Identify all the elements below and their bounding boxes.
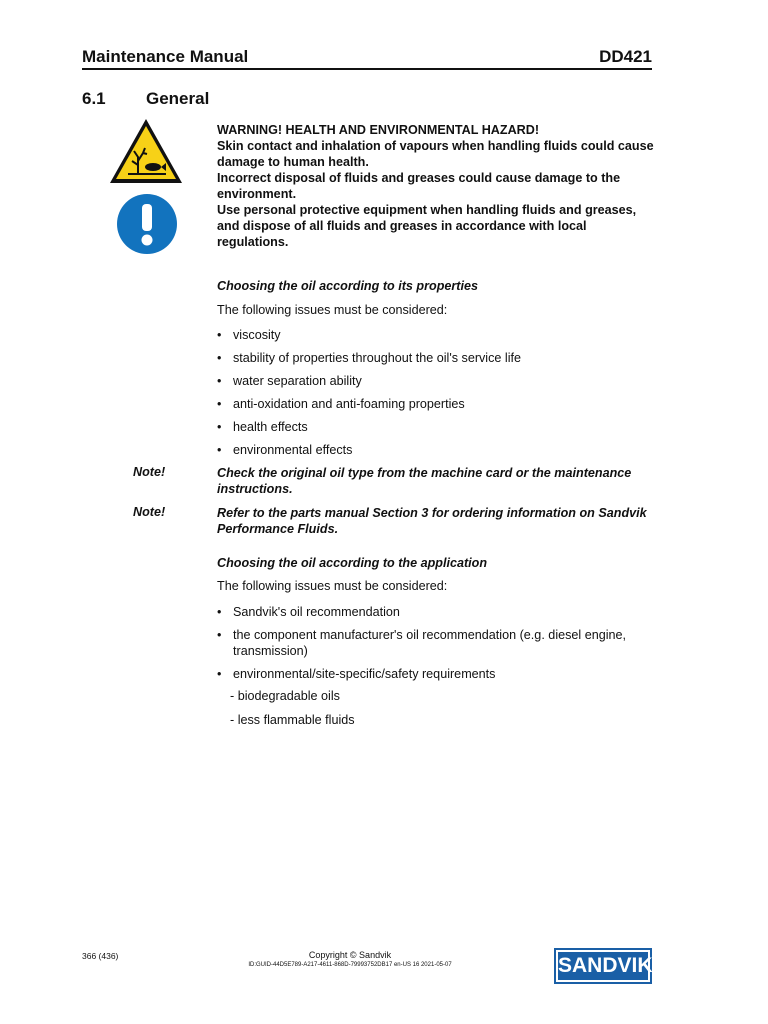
properties-heading: Choosing the oil according to its properties — [217, 279, 478, 293]
list-item: • environmental/site-specific/safety requirements — [217, 667, 496, 681]
list-item: • viscosity — [217, 328, 281, 342]
document-id: ID:GUID-44D5E789-A217-4611-868D-79993752DB17 en-US 16 2021-05-07 — [248, 962, 452, 968]
note-label: Note! — [133, 465, 166, 479]
warning-line: Incorrect disposal of fluids and greases could cause damage to the environment. — [217, 171, 621, 201]
list-item: • environmental effects — [217, 443, 353, 457]
note-text: Refer to the parts manual Section 3 for ordering information on Sandvik Performance Fluids. — [217, 506, 647, 536]
section-heading — [82, 89, 209, 109]
page-number: 366 (436) — [82, 951, 119, 961]
manual-title: Maintenance Manual — [82, 47, 249, 66]
properties-list — [217, 327, 657, 458]
warning-title: WARNING! HEALTH AND ENVIRONMENTAL HAZARD! — [217, 123, 540, 137]
warning-text-block — [217, 122, 657, 250]
list-item: • Sandvik's oil recommendation — [217, 605, 400, 619]
properties-intro: The following issues must be considered: — [217, 303, 448, 317]
sub-list-item: - less flammable fluids — [230, 713, 355, 727]
environmental-hazard-warning-icon — [108, 117, 184, 185]
note-text: Check the original oil type from the machine card or the maintenance instructions. — [217, 466, 632, 496]
application-intro: The following issues must be considered: — [217, 579, 448, 593]
list-item: • anti-oxidation and anti-foaming properties — [217, 397, 465, 411]
application-list — [217, 604, 657, 682]
sandvik-logo — [554, 948, 652, 984]
application-heading: Choosing the oil according to the application — [217, 556, 488, 570]
page-header — [82, 44, 652, 70]
mandatory-action-icon — [116, 193, 178, 255]
warning-line: Use personal protective equipment when handling fluids and greases, and dispose of all fluids and greases in accordance with local regulations. — [217, 203, 637, 249]
list-item: • health effects — [217, 420, 308, 434]
sub-list-item: - biodegradable oils — [230, 689, 340, 703]
list-item: • the component manufacturer's oil recommendation (e.g. diesel engine, transmission) — [217, 628, 627, 658]
logo-text: SANDVIK — [558, 952, 648, 980]
warning-line: Skin contact and inhalation of vapours when handling fluids could cause damage to human health. — [217, 139, 654, 169]
copyright: Copyright © Sandvik — [308, 950, 392, 960]
section-title: General — [146, 89, 210, 108]
note-label: Note! — [133, 505, 166, 519]
list-item: • stability of properties throughout the oil's service life — [217, 351, 522, 365]
list-item: • water separation ability — [217, 374, 362, 388]
section-number: 6.1 — [82, 89, 106, 108]
machine-model: DD421 — [599, 47, 652, 66]
